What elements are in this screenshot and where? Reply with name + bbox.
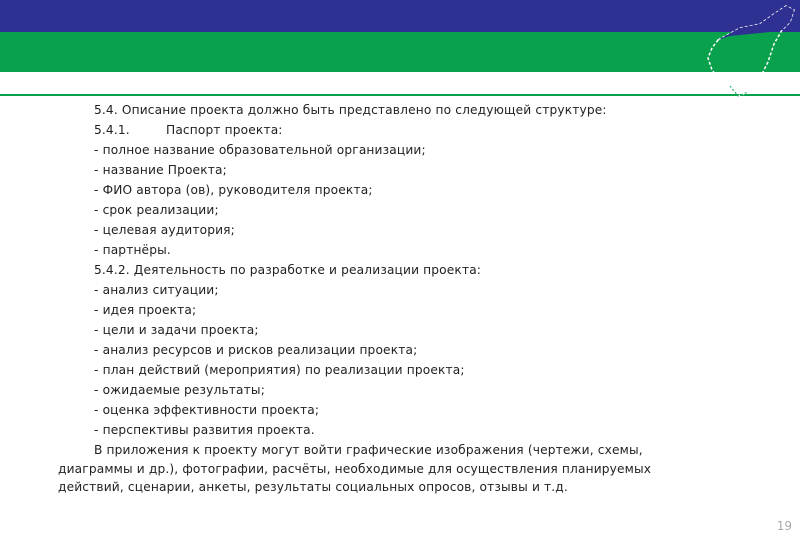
header-blue-band (0, 0, 800, 32)
list-item: - партнёры. (94, 243, 171, 257)
passport-number: 5.4.1. (94, 123, 130, 137)
list-item: - анализ ситуации; (94, 283, 219, 297)
list-item: - перспективы развития проекта. (94, 423, 315, 437)
list-item: - идея проекта; (94, 303, 197, 317)
list-item: - план действий (мероприятия) по реализации проекта; (94, 363, 465, 377)
page-number: 19 (776, 519, 792, 533)
list-item: - срок реализации; (94, 203, 219, 217)
list-item: - ФИО автора (ов), руководителя проекта; (94, 183, 373, 197)
section-heading: 5.4. Описание проекта должно быть представлено по следующей структуре: (94, 103, 607, 117)
list-item: - целевая аудитория; (94, 223, 235, 237)
header-divider (0, 94, 800, 96)
passport-heading (58, 120, 738, 140)
passport-title: Паспорт проекта: (166, 123, 283, 137)
appendix-line-2: диаграммы и др.), фотографии, расчёты, необходимые для осуществления планируемых (58, 462, 652, 476)
activity-heading: 5.4.2. Деятельность по разработке и реализации проекта: (94, 263, 482, 277)
appendix-line-3: действий, сценарии, анкеты, результаты социальных опросов, отзывы и т.д. (58, 480, 568, 494)
header-white-band (0, 72, 800, 94)
list-item: - полное название образовательной организации; (94, 143, 426, 157)
appendix-line-1: В приложения к проекту могут войти графические изображения (чертежи, схемы, (94, 443, 643, 457)
region-map-icon (690, 0, 800, 100)
document-body (58, 100, 738, 496)
list-item: - ожидаемые результаты; (94, 383, 265, 397)
list-item: - оценка эффективности проекта; (94, 403, 320, 417)
list-item: - название Проекта; (94, 163, 227, 177)
list-item: - анализ ресурсов и рисков реализации проекта; (94, 343, 418, 357)
list-item: - цели и задачи проекта; (94, 323, 259, 337)
header-green-band (0, 32, 800, 72)
